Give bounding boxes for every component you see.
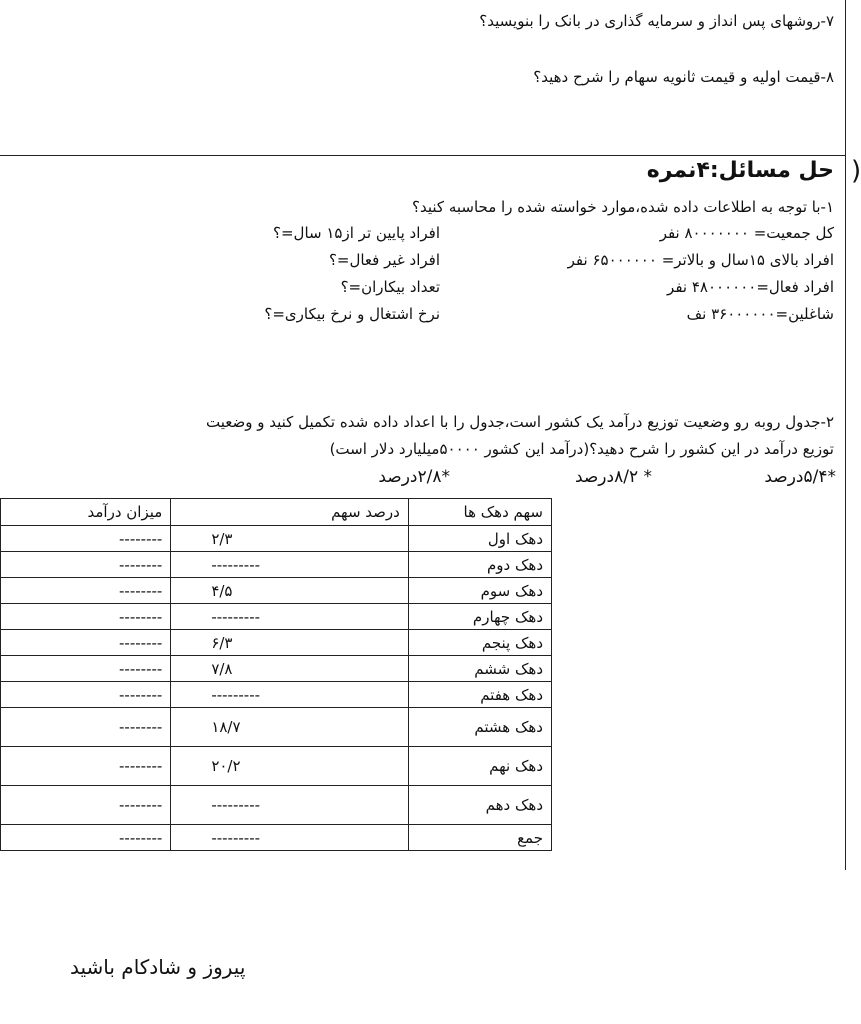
header-share: درصد سهم <box>171 499 409 526</box>
decile-cell: دهک ششم <box>408 656 551 682</box>
section-bracket: ) <box>851 156 861 186</box>
decile-cell: دهک هفتم <box>408 682 551 708</box>
income-cell: -------- <box>1 747 171 786</box>
asked-rates: نرخ اشتغال و نرخ بیکاری=؟ <box>264 305 440 323</box>
problem2-line2: توزیع درآمد در این کشور را شرح دهید؟(درآمد این کشور ۵۰۰۰۰میلیارد دلار است) <box>329 440 834 458</box>
income-cell: -------- <box>1 526 171 552</box>
income-cell: -------- <box>1 825 171 851</box>
asked-inactive: افراد غیر فعال=؟ <box>328 251 440 269</box>
table-header-row <box>1 499 552 526</box>
section-divider <box>0 155 846 156</box>
share-cell: ۱۸/۷ <box>171 708 409 747</box>
given-over-15: افراد بالای ۱۵سال و بالاتر= ۶۵۰۰۰۰۰۰ نفر <box>567 251 834 269</box>
question-8: ۸-قیمت اولیه و قیمت ثانویه سهام را شرح دهید؟ <box>533 68 834 86</box>
decile-cell: دهک دهم <box>408 786 551 825</box>
hint-3: *۲/۸درصد <box>378 467 450 487</box>
given-active: افراد فعال=۴۸۰۰۰۰۰۰ نفر <box>667 278 834 296</box>
decile-cell: دهک دوم <box>408 552 551 578</box>
share-cell: --------- <box>171 825 409 851</box>
table-row <box>1 630 552 656</box>
header-decile: سهم دهک ها <box>408 499 551 526</box>
table-row <box>1 526 552 552</box>
income-cell: -------- <box>1 552 171 578</box>
hint-1: *۵/۴درصد <box>764 467 836 487</box>
decile-cell: دهک هشتم <box>408 708 551 747</box>
problem1-intro: ۱-با توجه به اطلاعات داده شده،موارد خواسته شده را محاسبه کنید؟ <box>412 198 834 216</box>
income-cell: -------- <box>1 604 171 630</box>
decile-cell: دهک پنجم <box>408 630 551 656</box>
table-row <box>1 604 552 630</box>
table-row <box>1 708 552 747</box>
problem2-line1: ۲-جدول روبه رو وضعیت توزیع درآمد یک کشور است،جدول را با اعداد داده شده تکمیل کنید و وضعیت <box>206 413 834 431</box>
section-title: حل مسائل:۴نمره <box>646 158 834 183</box>
table-row <box>1 825 552 851</box>
question-7: ۷-روشهای پس انداز و سرمایه گذاری در بانک را بنویسید؟ <box>479 12 834 30</box>
decile-cell: دهک چهارم <box>408 604 551 630</box>
table-row <box>1 747 552 786</box>
asked-under-15: افراد پایین تر از۱۵ سال=؟ <box>273 224 440 242</box>
income-cell: -------- <box>1 656 171 682</box>
share-cell: --------- <box>171 682 409 708</box>
hint-2: * ۸/۲درصد <box>574 467 652 487</box>
decile-cell: جمع <box>408 825 551 851</box>
share-cell: ۴/۵ <box>171 578 409 604</box>
share-cell: --------- <box>171 552 409 578</box>
income-cell: -------- <box>1 682 171 708</box>
right-border-line <box>845 0 846 870</box>
table-row <box>1 682 552 708</box>
table-row <box>1 552 552 578</box>
income-cell: -------- <box>1 630 171 656</box>
table-row <box>1 656 552 682</box>
given-total-population: کل جمعیت= ۸۰۰۰۰۰۰۰ نفر <box>659 224 834 242</box>
closing-message: پیروز و شادکام باشید <box>70 955 246 979</box>
decile-cell: دهک اول <box>408 526 551 552</box>
income-cell: -------- <box>1 786 171 825</box>
income-cell: -------- <box>1 708 171 747</box>
given-employed: شاغلین=۳۶۰۰۰۰۰۰ نف <box>686 305 834 323</box>
table-row <box>1 578 552 604</box>
share-cell: ۷/۸ <box>171 656 409 682</box>
share-cell: ۶/۳ <box>171 630 409 656</box>
table-row <box>1 786 552 825</box>
share-cell: --------- <box>171 786 409 825</box>
share-cell: ۲/۳ <box>171 526 409 552</box>
share-cell: ۲۰/۲ <box>171 747 409 786</box>
income-distribution-table <box>0 498 552 851</box>
decile-cell: دهک نهم <box>408 747 551 786</box>
income-cell: -------- <box>1 578 171 604</box>
decile-cell: دهک سوم <box>408 578 551 604</box>
header-income: میزان درآمد <box>1 499 171 526</box>
asked-unemployed: تعداد بیکاران=؟ <box>340 278 440 296</box>
share-cell: --------- <box>171 604 409 630</box>
